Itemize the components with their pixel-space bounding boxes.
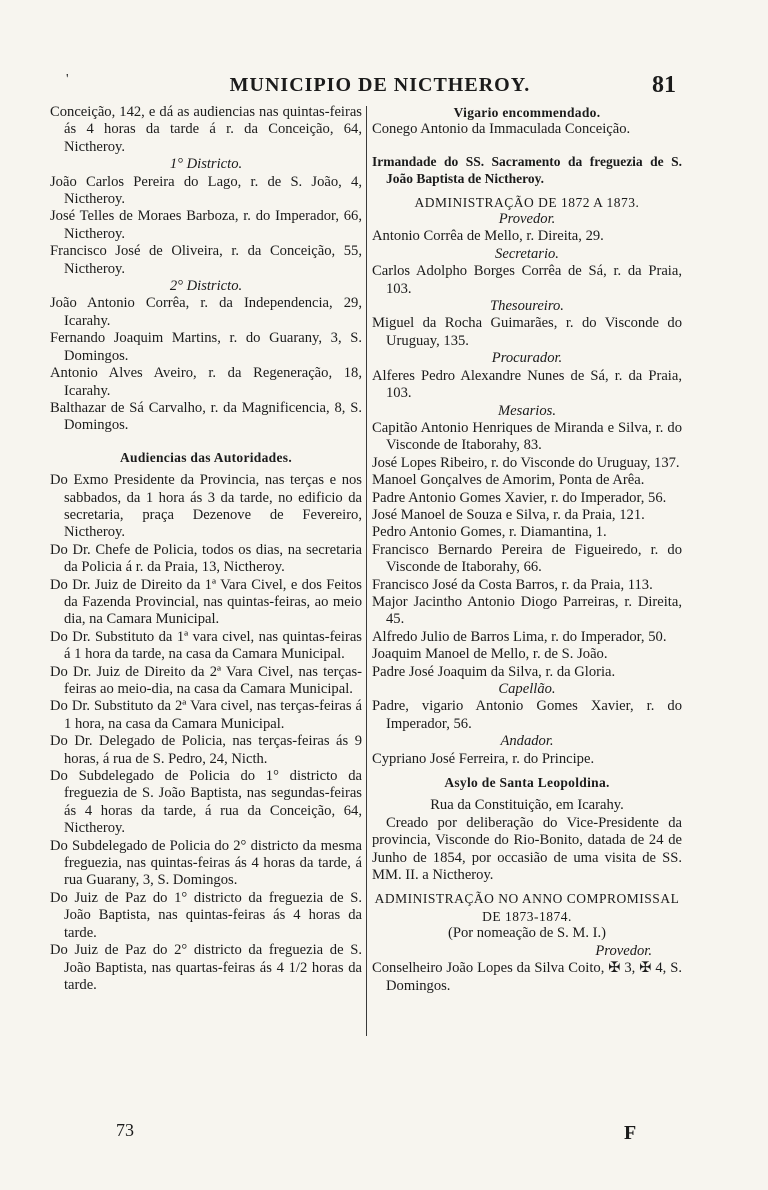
vigario-heading: Vigario encommendado. [453,105,601,120]
mesario-entry: Capitão Antonio Henriques de Miranda e Silva, r. do Visconde de Itaborahy, 83. [372,419,682,454]
district2-entry: João Antonio Corrêa, r. da Independencia, 29, Icarahy. [50,295,362,329]
procurador-label: Procurador. [491,350,563,367]
district2-entry: Balthazar de Sá Carvalho, r. da Magnificencia, 8, S. Domingos. [50,399,362,434]
audiencia-entry: Do Subdelegado de Policia do 1° districto da freguezia de S. João Baptista, nas segundas-feiras ás 4 horas da tarde, á rua da Conceição, 64, Nictheroy. [50,768,362,837]
admin-heading: ADMINISTRAÇÃO DE 1872 A 1873. [414,194,640,210]
mesario-entry: Francisco Bernardo Pereira de Figueiredo, r. do Visconde de Itaborahy, 66. [372,541,682,576]
audiencia-entry: Do Dr. Juiz de Direito da 2ª Vara Civel, nas terças-feiras ao meio-dia, na casa da Camara Municipal. [50,663,362,697]
district1-entry: Francisco José de Oliveira, r. da Conceição, 55, Nictheroy. [50,243,362,277]
audiencia-entry: Do Dr. Juiz de Direito da 1ª Vara Civel, e dos Feitos da Fazenda Provincial, nas quintas-feiras, ao meio dia, na Camara Municipal. [50,576,362,628]
mesario-entry: Padre José Joaquim da Silva, r. da Gloria. [372,663,616,680]
admin2-heading: ADMINISTRAÇÃO NO ANNO COMPROMISSAL DE 1873-1874. [374,891,680,924]
asylo-address: Rua da Constituição, em Icarahy. [430,797,624,814]
provedor2-text: Conselheiro João Lopes da Silva Coito, ✠ 3, ✠ 4, S. Domingos. [372,960,682,994]
audiencia-entry: Do Juiz de Paz do 1° districto da freguezia de S. João Baptista, nas quintas-feiras ás 4 horas da tarde. [50,889,362,941]
audiencia-entry: Do Subdelegado de Policia do 2° districto da mesma freguezia, nas quintas-feiras ás 4 horas da tarde, á rua Guarany, 3, S. Domingos. [50,837,362,889]
secretario-label: Secretario. [495,245,559,262]
vigario-text: Conego Antonio da Immaculada Conceição. [372,121,631,138]
procurador-text: Alferes Pedro Alexandre Nunes de Sá, r. da Praia, 103. [372,367,682,402]
district2-entry: Fernando Joaquim Martins, r. do Guarany, 3, S. Domingos. [50,330,362,364]
left-column [50,104,362,994]
audiencia-entry: Do Dr. Substituto da 1ª vara civel, nas quintas-feiras á 1 hora da tarde, na casa da Camara Municipal. [50,628,362,663]
mesario-entry: Padre Antonio Gomes Xavier, r. do Imperador, 56. [372,489,667,506]
mesario-entry: Francisco José da Costa Barros, r. da Praia, 113. [372,576,653,593]
district1-entry: João Carlos Pereira do Lago, r. de S. João, 4, Nictheroy. [50,173,362,208]
provedor-label: Provedor. [498,211,556,228]
andador-label: Andador. [500,733,554,750]
mesario-entry: José Lopes Ribeiro, r. do Visconde do Uruguay, 137. [372,454,680,471]
running-header-title: MUNICIPIO DE NICTHEROY. [229,74,531,96]
thesoureiro-label: Thesoureiro. [490,298,564,315]
signature-number: 73 [116,1120,134,1140]
audiencia-entry: Do Dr. Delegado de Policia, nas terças-feiras ás 9 horas, á rua de S. Pedro, 24, Nicth. [50,733,362,767]
provedor-text: Antonio Corrêa de Mello, r. Direita, 29. [372,228,604,245]
right-column [372,104,682,995]
mesario-entry: Alfredo Julio de Barros Lima, r. do Imperador, 50. [372,628,667,645]
mesarios-label: Mesarios. [498,402,556,419]
admin2-subheading: (Por nomeação de S. M. I.) [447,925,607,942]
capellao-label: Capellão. [498,681,556,697]
mesario-entry: Pedro Antonio Gomes, r. Diamantina, 1. [372,524,607,541]
district1-heading: 1° Districto. [169,156,243,173]
provedor2-label: Provedor. [595,942,652,959]
irmandade-heading: Irmandade do SS. Sacramento da freguezia de S. João Baptista de Nictheroy. [372,153,682,187]
page-number: 81 [652,72,676,98]
capellao-text: Padre, vigario Antonio Gomes Xavier, r. do Imperador, 56. [372,698,682,732]
mesario-entry: Manoel Gonçalves de Amorim, Ponta de Arêa. [372,472,645,489]
district1-entry: José Telles de Moraes Barboza, r. do Imperador, 66, Nictheroy. [50,208,362,242]
mesario-entry: José Manoel de Souza e Silva, r. da Praia, 121. [372,506,645,523]
asylo-heading: Asylo de Santa Leopoldina. [444,775,610,791]
district2-entry: Antonio Alves Aveiro, r. da Regeneração, 18, Icarahy. [50,365,362,399]
audiencia-entry: Do Exmo Presidente da Provincia, nas terças e nos sabbados, da 1 hora ás 3 da tarde, no edificio da secretaria, praça Dezenove de Fevereiro, Nictheroy. [50,472,362,541]
asylo-text: Creado por deliberação do Vice-Presidente da provincia, Visconde do Rio-Bonito, datada de 24 de Junho de 1854, por occasião de uma visita de SS. MM. II. a Nictheroy. [372,814,682,884]
thesoureiro-text: Miguel da Rocha Guimarães, r. do Visconde do Uruguay, 135. [372,315,682,349]
audiencia-entry: Do Dr. Chefe de Policia, todos os dias, na secretaria da Policia á r. da Praia, 13, Nictheroy. [50,541,362,576]
intro-paragraph: Conceição, 142, e dá as audiencias nas quintas-feiras ás 4 horas da tarde á r. da Conceição, 64, Nictheroy. [50,104,362,155]
audiencia-entry: Do Juiz de Paz do 2° districto da freguezia de S. João Baptista, nas quartas-feiras ás 4 1/2 horas da tarde. [50,942,362,993]
audiencia-entry: Do Dr. Substituto da 2ª Vara civel, nas terças-feiras á 1 hora, na casa da Camara Municipal. [50,698,362,732]
mesario-entry: Major Jacintho Antonio Diogo Parreiras, r. Direita, 45. [372,593,682,628]
district2-heading: 2° Districto. [169,278,243,295]
secretario-text: Carlos Adolpho Borges Corrêa de Sá, r. da Praia, 103. [372,263,682,297]
audiencias-heading: Audiencias das Autoridades. [119,449,292,465]
mesario-entry: Joaquim Manoel de Mello, r. de S. João. [372,646,608,663]
signature-letter: F [624,1122,637,1144]
column-divider [366,106,367,1036]
header-mark: ' [66,72,69,87]
andador-text: Cypriano José Ferreira, r. do Principe. [372,750,595,767]
